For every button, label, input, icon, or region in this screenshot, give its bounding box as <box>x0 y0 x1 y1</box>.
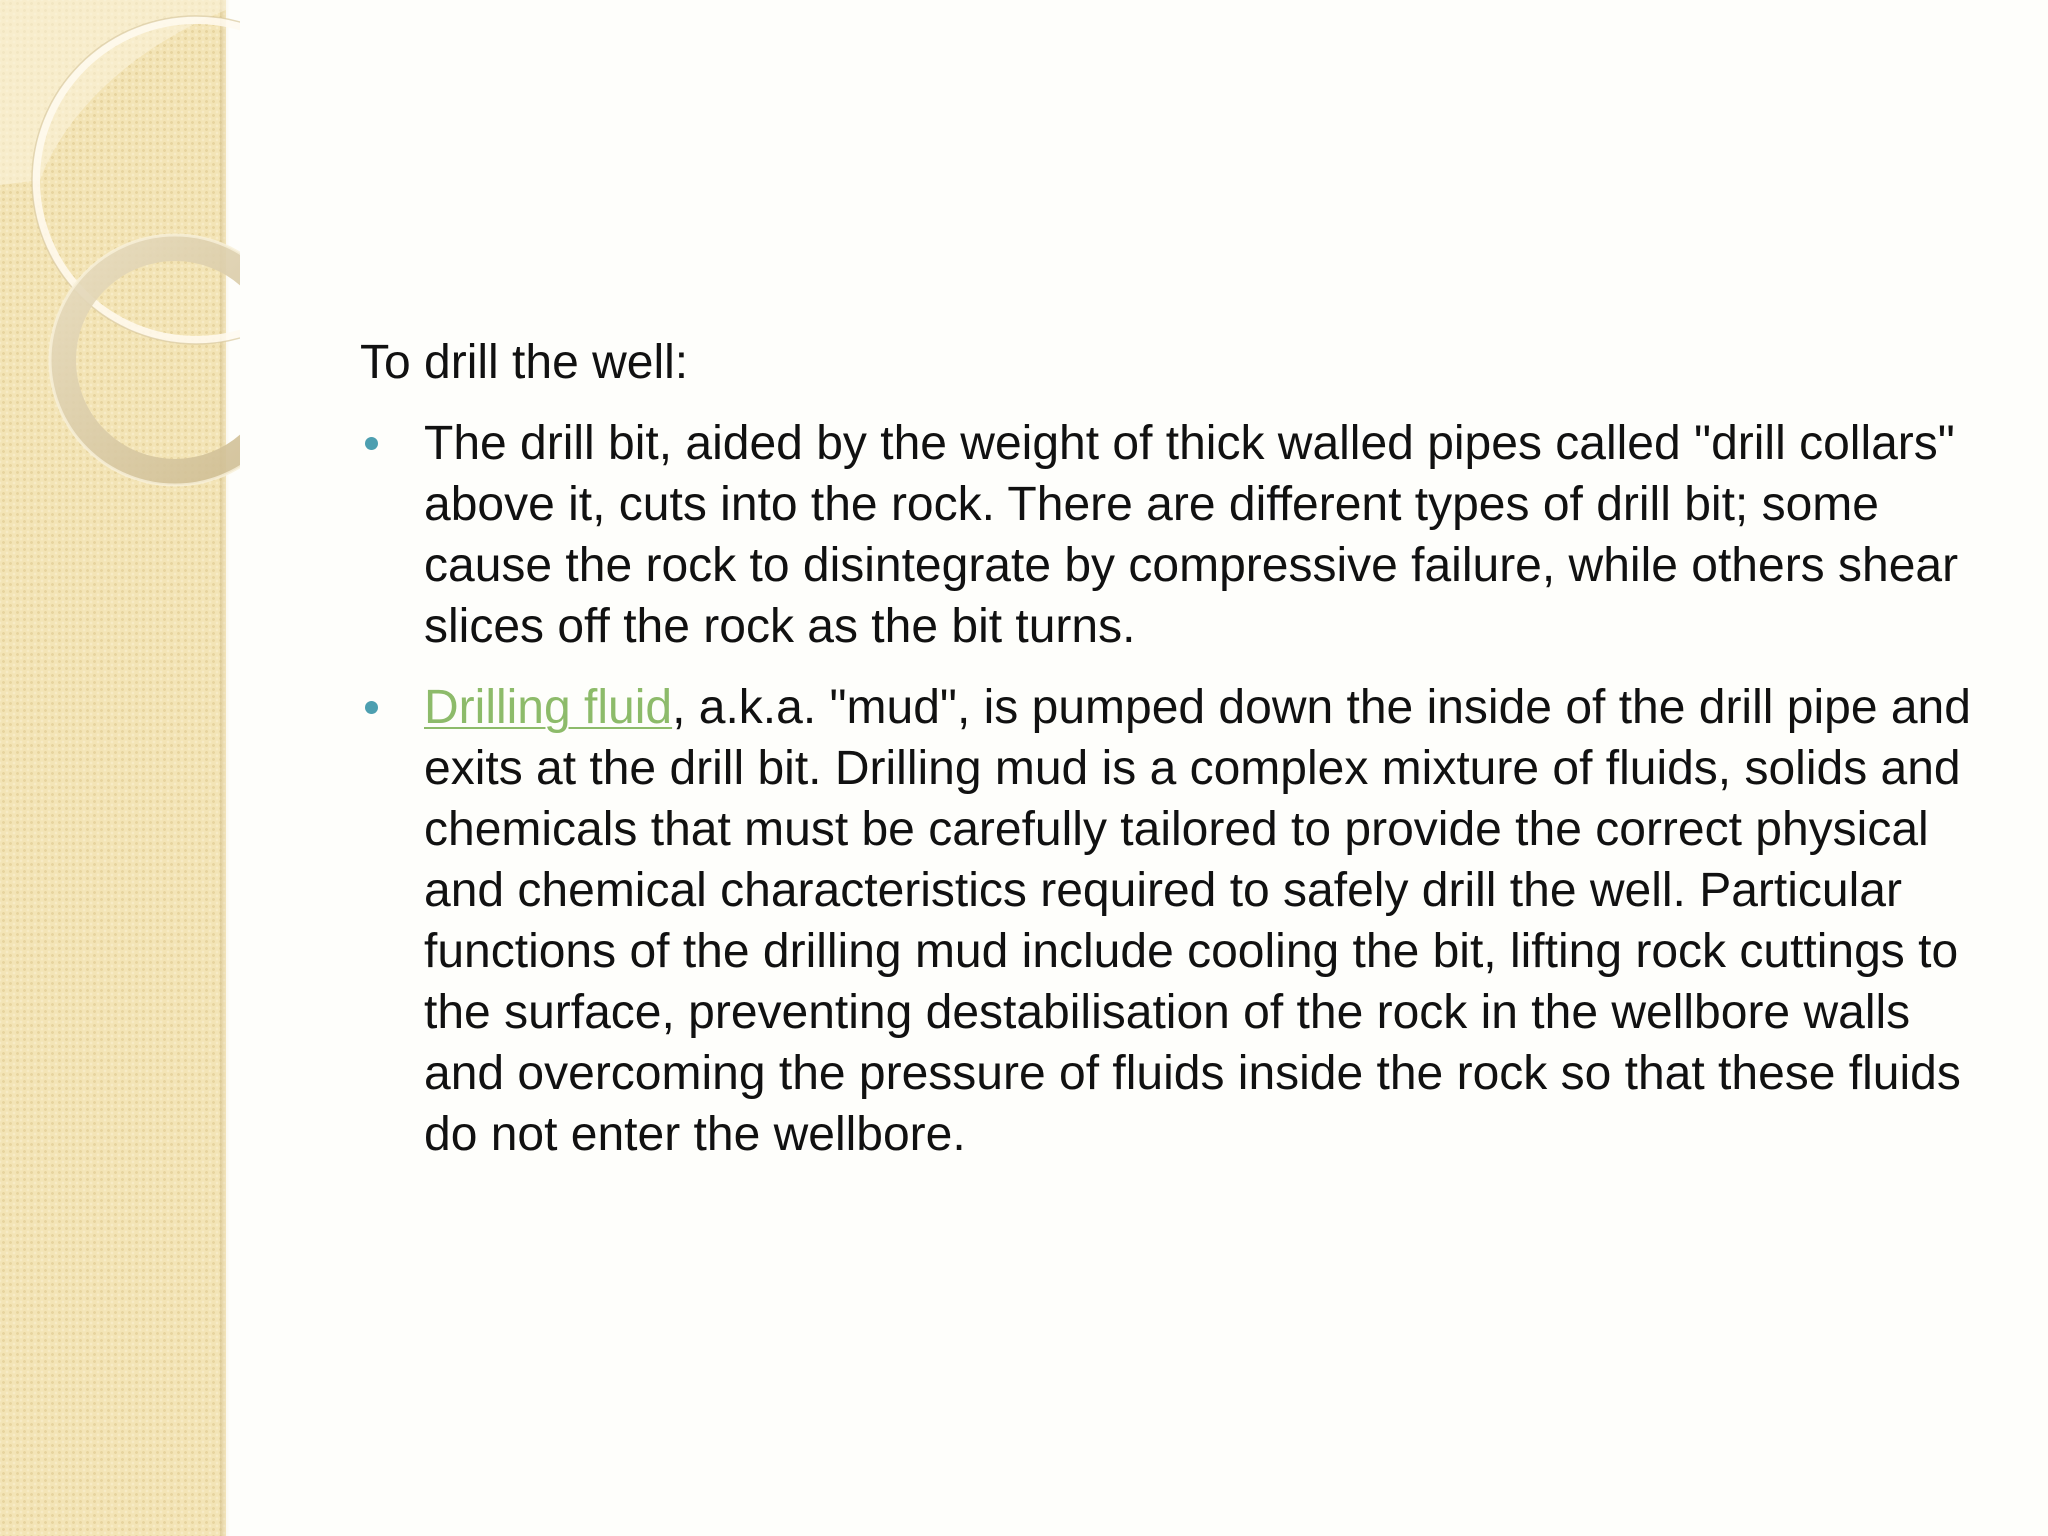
bullet-dot-icon <box>365 701 378 714</box>
bullet-list <box>360 413 1980 1165</box>
bullet-item-drill-bit <box>360 413 1980 657</box>
intro-line: To drill the well: <box>360 336 689 389</box>
bullet-text: The drill bit, aided by the weight of thick walled pipes called "drill collars" above it, cuts into the rock. There are different types of drill bit; some cause the rock to disintegrate by compressive failure, while others shear slices off the rock as the bit turns. <box>424 417 1959 653</box>
slide-content <box>360 332 1980 1185</box>
drilling-fluid-link[interactable]: Drilling fluid <box>424 681 673 734</box>
bullet-dot-icon <box>365 437 378 450</box>
bullet-text: , a.k.a. "mud", is pumped down the inside of the drill pipe and exits at the drill bit. Drilling mud is a complex mixture of fluids, solids and chemicals that must be carefully tailored to provide the correct physical and chemical characteristics required to safely drill the well. Particular functions of the drilling mud include cooling the bit, lifting rock cuttings to the surface, preventing destabilisation of the rock in the wellbore walls and overcoming the pressure of fluids inside the rock so that these fluids do not enter the wellbore. <box>424 681 1971 1161</box>
small-ring-highlight <box>50 235 240 485</box>
decorative-rings <box>0 0 240 520</box>
small-ring-shape <box>63 248 240 472</box>
bullet-item-drilling-fluid <box>360 677 1980 1165</box>
